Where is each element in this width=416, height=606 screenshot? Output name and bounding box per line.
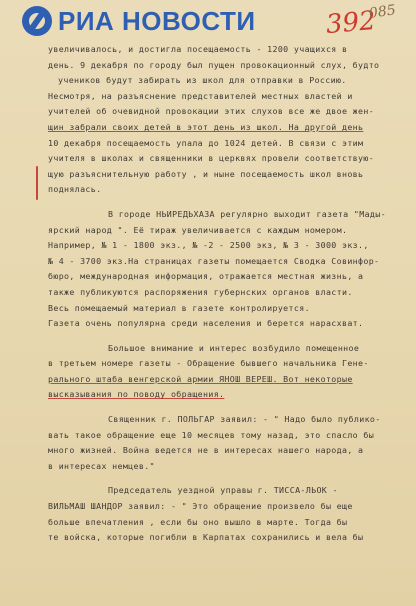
text-line: ярский народ ". Её тираж увеличивается с каждым номером. <box>48 224 348 235</box>
text-line: Большое внимание и интерес возбудило помещенное <box>108 342 360 353</box>
text-line: учеников будут забирать из школ для отправки в Россию. <box>58 75 347 86</box>
text-line: Весь помещаемый материал в газете контролируется. <box>48 302 310 313</box>
logo-text: РИА НОВОСТИ <box>58 5 256 36</box>
ria-novosti-logo <box>22 6 256 36</box>
text-line: учителя в школах и священники в церквях провели соответствую- <box>48 153 375 164</box>
text-line: в третьем номере газеты - Обращение бывшего начальника Гене- <box>48 358 369 369</box>
text-line: Несмотря, на разъяснение представителей местных властей и <box>48 90 353 101</box>
text-line: Например, № 1 - 1800 экз., № -2 - 2500 экз, № 3 - 3000 экз., <box>48 240 369 251</box>
text-line: больше впечатления , если бы оно вышло в марте. Тогда бы <box>48 516 348 527</box>
text-line: Священник г. ПОЛЬГАР заявил: - " Надо было публико- <box>108 414 381 425</box>
text-line: те войска, которые погибли в Карпатах сохранились и вела бы <box>48 532 364 543</box>
text-line: № 4 - 3700 экз.На страницах газеты помещается Сводка Совинфор- <box>48 255 380 266</box>
text-line: вать такое обращение еще 10 месяцев тому назад, это спасло бы <box>48 429 375 440</box>
text-line: увеличивалось, и достигла посещаемость - 1200 учащихся в <box>48 44 348 54</box>
document-body <box>48 42 408 546</box>
margin-mark <box>36 166 38 200</box>
handwritten-archive-mark: 085 <box>368 2 397 22</box>
text-line: Председатель уездной управы г. ТИССА-ЛЬОК - <box>108 485 338 496</box>
text-line: бюро, международная информация, отражается местная жизнь, а <box>48 271 364 282</box>
text-line: В городе НЬИРЕДЬХАЗА регулярно выходит газета "Мады- <box>108 208 386 219</box>
text-line: ВИЛЬМАШ ШАНДОР заявил: - " Это обращение произвело бы еще <box>48 501 353 512</box>
text-line: поднялась. <box>48 184 102 195</box>
text-line: 10 декабря посещаемость упала до 1024 детей. В связи с этим <box>48 137 364 148</box>
text-line-underlined: щин забрали своих детей в этот день из школ. На другой день <box>48 121 364 132</box>
ria-logo-icon <box>22 6 52 36</box>
text-line: Газета очень популярна среди населения и берется нарасхват. <box>48 318 364 329</box>
handwritten-page-number: 392 <box>325 5 378 41</box>
text-line: щую разъяснительную работу , и ныне посещаемость школ вновь <box>48 168 364 179</box>
text-line: день. 9 декабря по городу был пущен провокационный слух, будто <box>48 59 380 70</box>
text-line: учителей об очевидной провокации этих слухов все же двое жен- <box>48 106 375 117</box>
text-line: в интересах немцев." <box>48 460 155 471</box>
text-line-underlined: рального штаба венгерской армии ЯНОШ ВЕРЕШ. Вот некоторые <box>48 373 353 384</box>
text-line: также публикуются распоряжения губернских органов власти. <box>48 286 353 297</box>
text-line-underlined: высказывания по поводу обращения. <box>48 389 225 400</box>
text-line: много жизней. Война ведется не в интересах нашего народа, а <box>48 445 364 456</box>
